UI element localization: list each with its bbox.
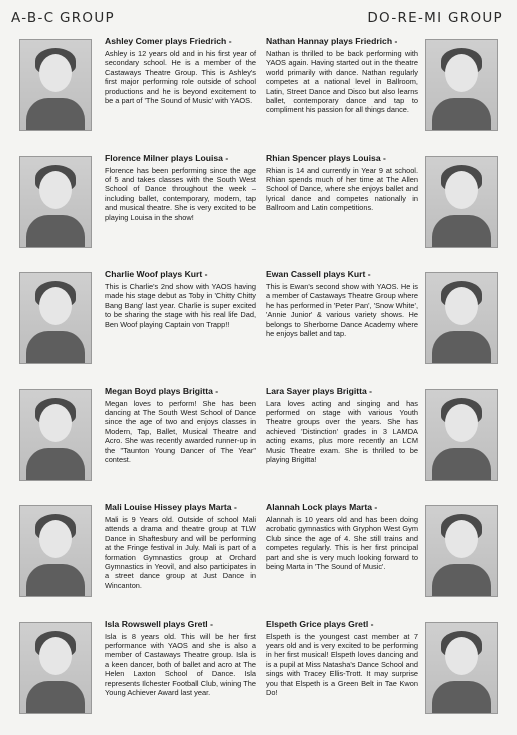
- photo-body-shape: [26, 98, 85, 131]
- photo-head-shape: [445, 171, 478, 209]
- cast-bio-text: Lara loves acting and singing and has performed on stage with various Youth Theatre groups over the years. She has achieved 'Distinction' grades in 3 LAMDA acting exams, plus more recently an LCM Music Theatre exam. She is thrilled to be playing Brigitta!: [266, 399, 418, 465]
- photo-body-shape: [432, 448, 491, 481]
- cast-bio-text: Rhian is 14 and currently in Year 9 at school. Rhian spends much of her time at The Allen School of Dance, where she enjoys ballet and lyrical dance and competes nationally in Ballroom and Latin competitions.: [266, 166, 418, 213]
- cast-bio: [266, 619, 418, 698]
- cast-bio: [266, 269, 418, 338]
- photo-head-shape: [39, 404, 72, 442]
- cast-photo: [425, 505, 498, 597]
- cast-bio-text: Florence has been performing since the age of 5 and takes classes with the South West School of Dance throughout the week – including ballet, contemporary, modern, tap and musical theatre. She is very excited to be playing Louisa in the show!: [105, 166, 256, 222]
- cast-bio-text: Megan loves to perform! She has been dancing at The South West School of Dance since the age of two and enjoys classes in Modern, Tap, Ballet, Musical Theatre and Acro. She was recently awarded runner-up in the "Taunton Young Dancer of The Year" contest.: [105, 399, 256, 465]
- photo-head-shape: [445, 637, 478, 675]
- cast-photo: [425, 156, 498, 248]
- cast-heading: Elspeth Grice plays Gretl -: [266, 619, 418, 629]
- cast-bio-text: Alannah is 10 years old and has been doing acrobatic gymnastics with Gryphon West Gym Club since the age of 4. She still trains and competes regularly. This is her first principal part and she is very much looking forward to being Marta in 'The Sound of Music'.: [266, 515, 418, 571]
- photo-body-shape: [26, 448, 85, 481]
- cast-row: [0, 153, 517, 270]
- photo-head-shape: [445, 54, 478, 92]
- photo-body-shape: [432, 681, 491, 714]
- photo-head-shape: [39, 54, 72, 92]
- cast-bio: [266, 502, 418, 571]
- photo-head-shape: [445, 404, 478, 442]
- cast-row: [0, 36, 517, 153]
- cast-row: [0, 386, 517, 503]
- cast-bio-text: Mali is 9 Years old. Outside of school Mali attends a drama and theatre group at TLW Dance in Shaftesbury and will be performing at the Fringe festival in July. Mali is part of a formation Gymnastics group at Orchard Gymnastics in Yeovil, and also participates in a street dance group at Just Dance in Wincanton.: [105, 515, 256, 590]
- photo-body-shape: [26, 564, 85, 597]
- photo-head-shape: [39, 287, 72, 325]
- cast-row: [0, 619, 517, 735]
- cast-bio: [105, 502, 256, 590]
- cast-photo: [425, 39, 498, 131]
- cast-photo: [425, 389, 498, 481]
- photo-head-shape: [445, 287, 478, 325]
- cast-bio: [266, 386, 418, 465]
- cast-row: [0, 269, 517, 386]
- cast-bio: [105, 619, 256, 698]
- photo-body-shape: [432, 564, 491, 597]
- cast-bio-text: Nathan is thrilled to be back performing with YAOS again. Having started out in the theatre world primarily with dance. Nathan regularly competes at a national level in Ballroom, Latin, Street Dance and Disco but also learns ballet, contemporary dance and tap to compliment his passion for all things dance.: [266, 49, 418, 115]
- cast-bio-text: Isla is 8 years old. This will be her first performance with YAOS and she is also a member of Castaways Theatre group. Isla is a keen dancer, both of ballet and acro at The Helen Laxton School of Dance. Isla represents Ilchester Football Club, wining The Young Achiever Award last year.: [105, 632, 256, 698]
- cast-photo: [19, 505, 92, 597]
- photo-body-shape: [432, 331, 491, 364]
- photo-body-shape: [26, 331, 85, 364]
- cast-heading: Nathan Hannay plays Friedrich -: [266, 36, 418, 46]
- cast-heading: Ashley Comer plays Friedrich -: [105, 36, 256, 46]
- cast-bio-text: Ashley is 12 years old and in his first year of secondary school. He is a member of the Castaways Theatre Group. This is Ashley's first major performing role outside of school productions and he is beyond excitement to be a part of 'The Sound of Music' with YAOS.: [105, 49, 256, 105]
- cast-bio: [105, 386, 256, 465]
- cast-heading: Megan Boyd plays Brigitta -: [105, 386, 256, 396]
- photo-body-shape: [432, 215, 491, 248]
- cast-heading: Florence Milner plays Louisa -: [105, 153, 256, 163]
- cast-bio-text: This is Ewan's second show with YAOS. He is a member of Castaways Theatre Group where he has performed in 'Peter Pan', 'Snow White', 'Annie Junior' & various variety shows. He belongs to Sherborne Dance Academy where he enjoys ballet and tap.: [266, 282, 418, 338]
- cast-bio-text: Elspeth is the youngest cast member at 7 years old and is very excited to be performing in her first musical! Elspeth loves dancing and is a pupil at Miss Natasha's Dance School and sings with Tracey Ellis-Trott. It may surprise you that Elspeth is a Green Belt in Tae Kwon Do!: [266, 632, 418, 698]
- group-heading-doremi: DO-RE-MI GROUP: [367, 10, 503, 26]
- cast-bio: [266, 153, 418, 213]
- photo-head-shape: [39, 520, 72, 558]
- cast-bio: [266, 36, 418, 115]
- photo-body-shape: [432, 98, 491, 131]
- cast-heading: Alannah Lock plays Marta -: [266, 502, 418, 512]
- cast-bio: [105, 36, 256, 105]
- cast-heading: Mali Louise Hissey plays Marta -: [105, 502, 256, 512]
- cast-photo: [425, 622, 498, 714]
- cast-row: [0, 502, 517, 619]
- cast-photo: [425, 272, 498, 364]
- cast-photo: [19, 156, 92, 248]
- cast-bio: [105, 153, 256, 222]
- cast-heading: Isla Rowswell plays Gretl -: [105, 619, 256, 629]
- cast-photo: [19, 272, 92, 364]
- cast-photo: [19, 39, 92, 131]
- group-heading-abc: A-B-C GROUP: [11, 10, 115, 26]
- photo-head-shape: [445, 520, 478, 558]
- cast-heading: Ewan Cassell plays Kurt -: [266, 269, 418, 279]
- cast-heading: Charlie Woof plays Kurt -: [105, 269, 256, 279]
- photo-body-shape: [26, 215, 85, 248]
- cast-list: [0, 36, 517, 735]
- cast-photo: [19, 622, 92, 714]
- cast-heading: Rhian Spencer plays Louisa -: [266, 153, 418, 163]
- cast-photo: [19, 389, 92, 481]
- cast-bio: [105, 269, 256, 329]
- cast-heading: Lara Sayer plays Brigitta -: [266, 386, 418, 396]
- cast-bio-text: This is Charlie's 2nd show with YAOS having made his stage debut as Toby in 'Chitty Chitty Bang Bang' last year. Charlie is super excited to be sharing the stage with his real life Dad, Ben Woof playing Captain von Trapp!!: [105, 282, 256, 329]
- photo-body-shape: [26, 681, 85, 714]
- photo-head-shape: [39, 637, 72, 675]
- photo-head-shape: [39, 171, 72, 209]
